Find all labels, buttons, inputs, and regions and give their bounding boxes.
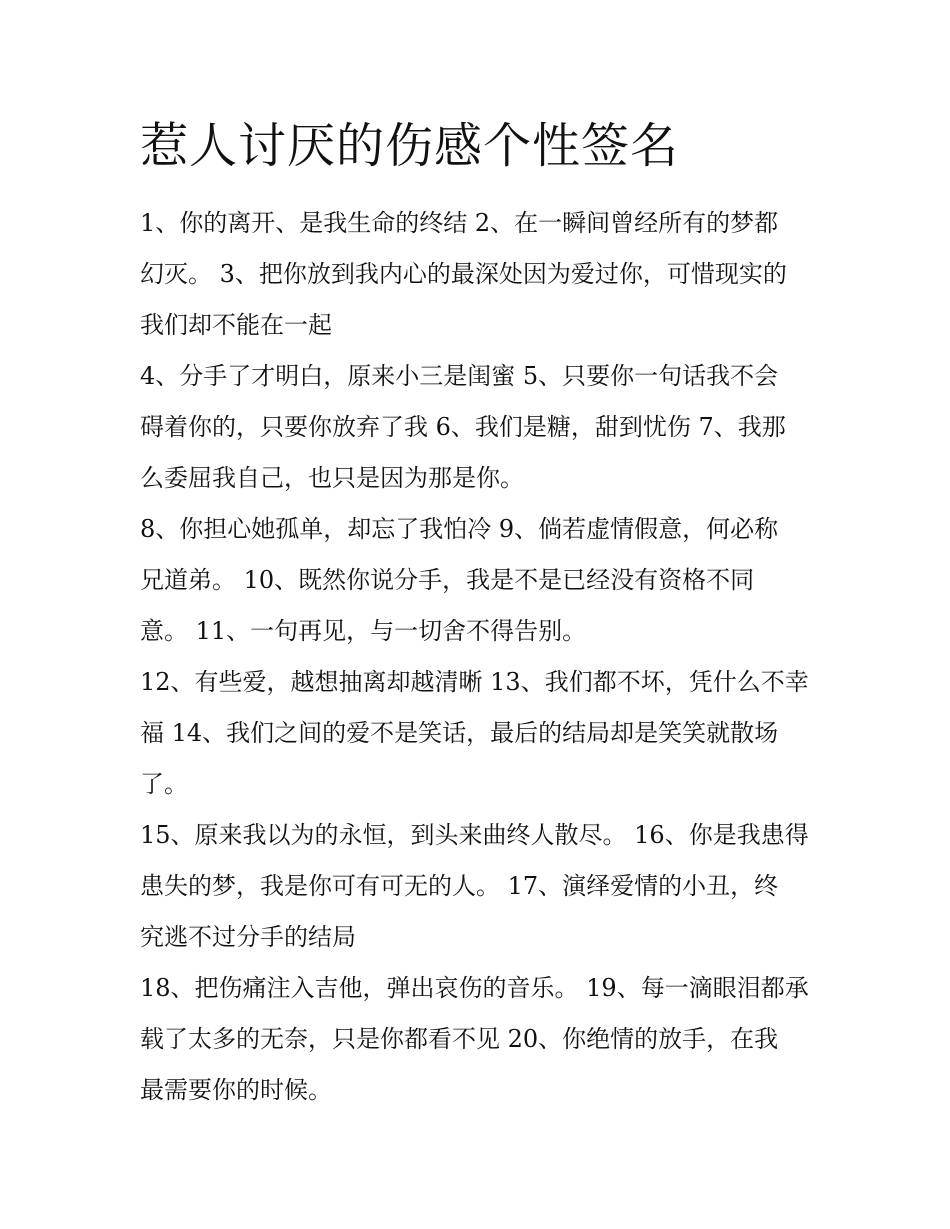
text-line: 18、把伤痛注入吉他，弹出哀伤的音乐。 19、每一滴眼泪都承	[140, 974, 809, 1002]
text-line: 最需要你的时候。	[140, 1076, 332, 1104]
paragraph-2	[140, 351, 810, 504]
text-line: 15、原来我以为的永恒，到头来曲终人散尽。 16、你是我患得	[140, 821, 809, 849]
text-line: 4、分手了才明白，原来小三是闺蜜 5、只要你一句话我不会	[140, 362, 779, 390]
text-line: 碍着你的，只要你放弃了我 6、我们是糖，甜到忧伤 7、我那	[140, 413, 786, 441]
text-line: 患失的梦，我是你可有可无的人。 17、演绎爱情的小丑，终	[140, 872, 779, 900]
text-line: 么委屈我自己，也只是因为那是你。	[140, 464, 524, 492]
text-line: 意。 11、一句再见，与一切舍不得告别。	[140, 617, 587, 645]
text-line: 8、你担心她孤单，却忘了我怕冷 9、倘若虚情假意，何必称	[140, 515, 779, 543]
text-line: 了。	[140, 770, 188, 798]
text-line: 究逃不过分手的结局	[140, 923, 356, 951]
paragraph-6	[140, 963, 810, 1116]
paragraph-5	[140, 810, 810, 963]
document-body	[140, 198, 810, 1116]
text-line: 1、你的离开、是我生命的终结 2、在一瞬间曾经所有的梦都	[140, 209, 779, 237]
text-line: 12、有些爱，越想抽离却越清晰 13、我们都不坏，凭什么不幸	[140, 668, 809, 696]
page-title: 惹人讨厌的伤感个性签名	[140, 118, 680, 174]
paragraph-1	[140, 198, 810, 351]
text-line: 福 14、我们之间的爱不是笑话，最后的结局却是笑笑就散场	[140, 719, 779, 747]
text-line: 幻灭。 3、把你放到我内心的最深处因为爱过你，可惜现实的	[140, 260, 787, 288]
paragraph-3	[140, 504, 810, 657]
text-line: 兄道弟。 10、既然你说分手，我是不是已经没有资格不同	[140, 566, 755, 594]
text-line: 我们却不能在一起	[140, 311, 332, 339]
paragraph-4	[140, 657, 810, 810]
text-line: 载了太多的无奈，只是你都看不见 20、你绝情的放手，在我	[140, 1025, 779, 1053]
